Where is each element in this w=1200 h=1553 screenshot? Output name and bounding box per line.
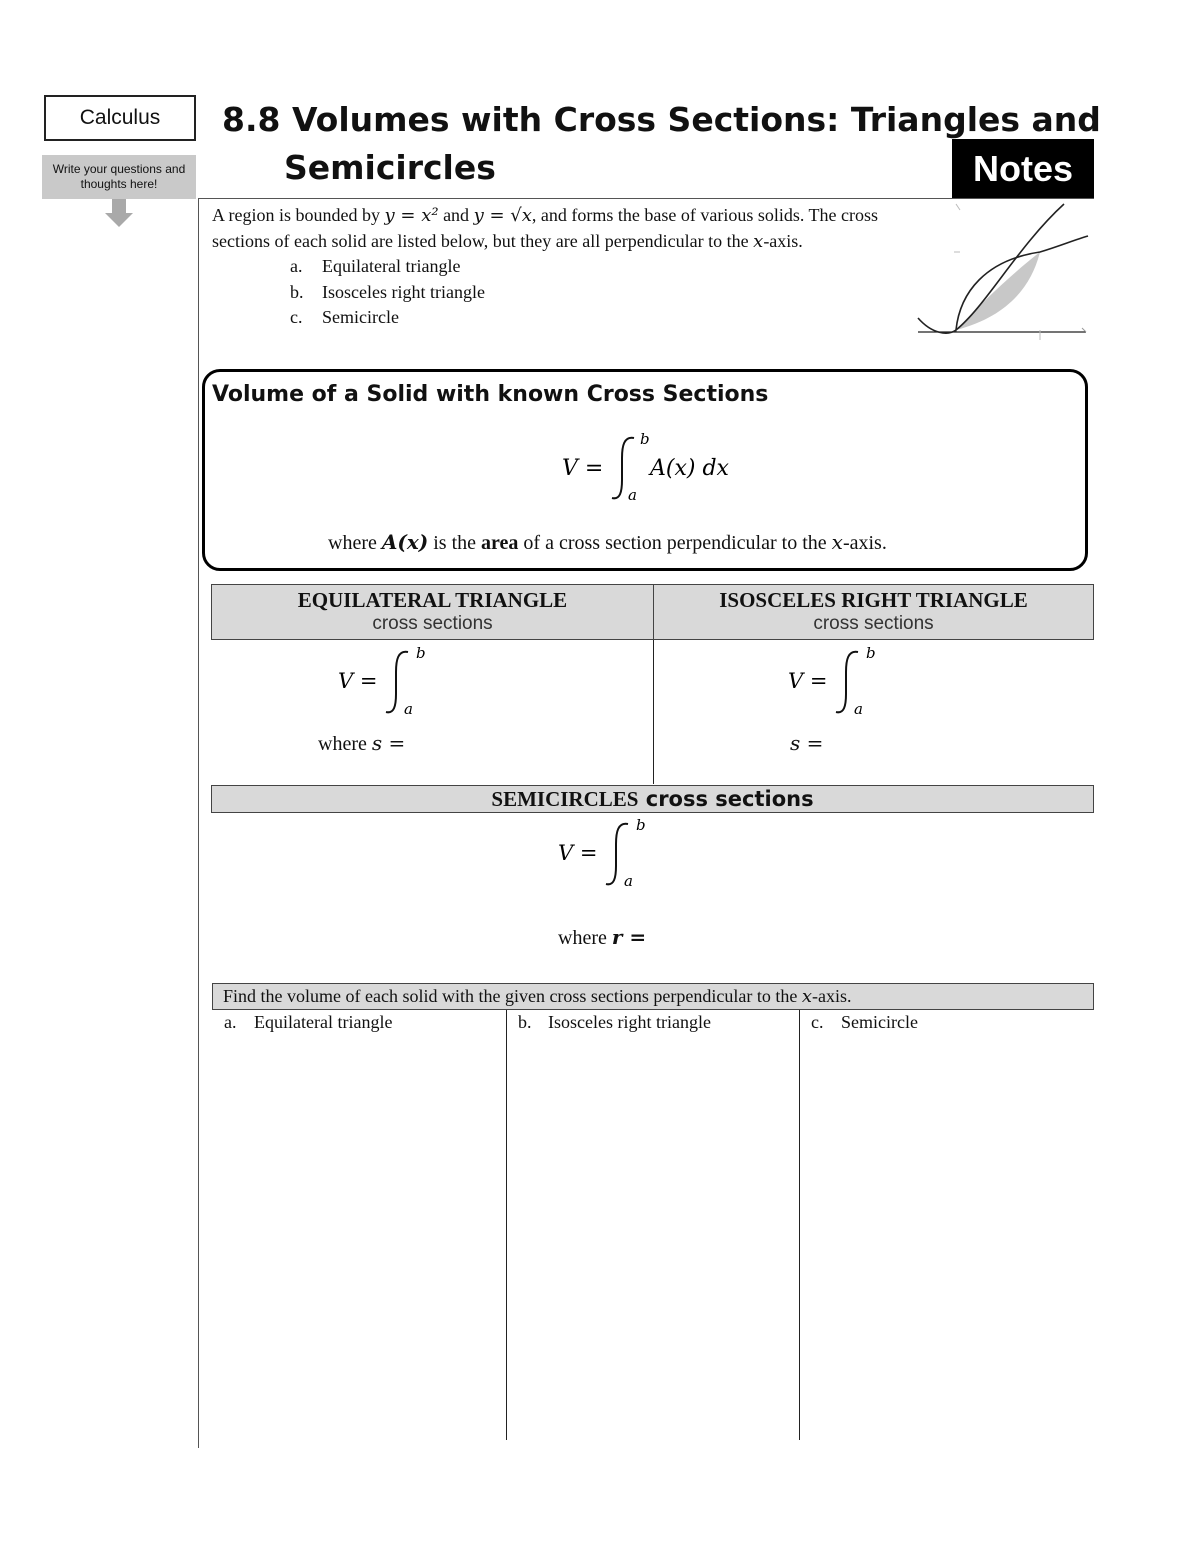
list-item: b. Isosceles right triangle — [290, 281, 485, 302]
isosceles-header: ISOSCELES RIGHT TRIANGLE cross sections — [653, 584, 1094, 640]
course-label: Calculus — [44, 95, 196, 141]
svg-text:V =: V = — [562, 456, 604, 481]
svg-text:A(x) dx: A(x) dx — [650, 456, 729, 481]
svg-text:a: a — [624, 872, 633, 890]
equation-sqrt: y = √x — [473, 205, 532, 226]
formula-explanation: where A(x) is the area of a cross section perpendicular to the x-axis. — [328, 530, 887, 554]
equilateral-integral — [336, 642, 456, 722]
page-title-continued: Semicircles — [284, 148, 496, 187]
semicircle-integral — [556, 814, 676, 894]
column-divider — [506, 1010, 507, 1440]
column-divider — [799, 1010, 800, 1440]
list-item: c. Semicircle — [290, 307, 399, 327]
semicircles-header: SEMICIRCLES cross sections — [211, 785, 1094, 813]
svg-text:a: a — [628, 486, 637, 504]
region-graph — [914, 200, 1094, 348]
page-title: 8.8 Volumes with Cross Sections: Triangles and — [222, 100, 1101, 139]
practice-prompt: Find the volume of each solid with the given cross sections perpendicular to the x-axis. — [212, 983, 1094, 1010]
notes-badge: Notes — [952, 139, 1094, 199]
svg-text:b: b — [640, 430, 650, 448]
header-divider — [198, 198, 1094, 199]
practice-column-a: a. Equilateral triangle — [224, 1012, 393, 1032]
isosceles-where: s = — [790, 731, 824, 755]
practice-column-c: c. Semicircle — [811, 1012, 918, 1032]
svg-text:V =: V = — [558, 841, 598, 865]
svg-text:b: b — [416, 644, 426, 662]
svg-text:V =: V = — [788, 669, 828, 693]
practice-column-b: b. Isosceles right triangle — [518, 1012, 711, 1032]
svg-text:b: b — [636, 816, 646, 834]
margin-divider — [198, 198, 199, 1448]
down-arrow-icon — [104, 199, 134, 229]
svg-text:a: a — [404, 700, 413, 718]
volume-integral — [560, 428, 760, 508]
semicircle-where: where r = — [558, 925, 647, 949]
svg-text:a: a — [854, 700, 863, 718]
column-divider — [653, 640, 654, 784]
margin-note: Write your questions and thoughts here! — [42, 155, 196, 199]
problem-statement: A region is bounded by y = x² and y = √x, and forms the base of various solids. The cross sections of each solid are listed below, but they are all perpendicular to the x-axis. a. Equilateral triangle b. Isosceles right triangle c. Semicircle — [212, 203, 892, 331]
svg-text:V =: V = — [338, 669, 378, 693]
equilateral-where: where s = — [318, 731, 406, 755]
formula-box-title: Volume of a Solid with known Cross Sections — [212, 382, 769, 407]
svg-text:b: b — [866, 644, 876, 662]
list-item: a. Equilateral triangle — [290, 256, 461, 276]
equation-parabola: y = x² — [384, 205, 439, 226]
isosceles-integral — [786, 642, 906, 722]
equilateral-header: EQUILATERAL TRIANGLE cross sections — [211, 584, 654, 640]
